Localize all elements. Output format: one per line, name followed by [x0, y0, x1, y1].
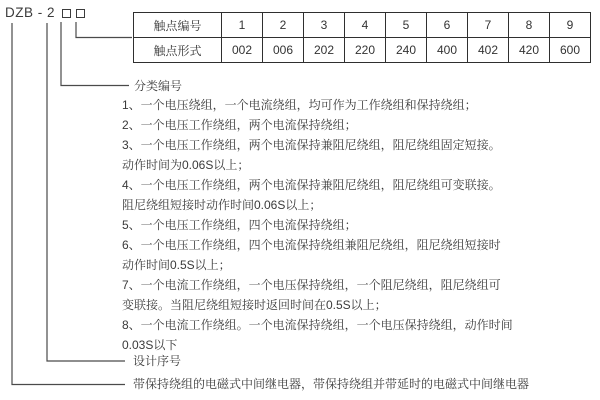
classification-list: [122, 95, 598, 355]
classification-item: 4、一个电压工作绕组，两个电流保持兼阻尼绕组，阻尼绕组可变联接。: [122, 178, 501, 192]
contact-number-row: [134, 13, 591, 38]
model-code-text: DZB - 2: [5, 5, 56, 20]
model-code: [5, 5, 85, 20]
contact-form-cell: 402: [468, 38, 509, 63]
model-placeholder-box-1: [62, 9, 71, 18]
relay-type-description: 带保持绕组的电磁式中间继电器，带保持绕组并带延时的电磁式中间继电器: [133, 377, 530, 391]
leader-line-classification: [61, 22, 129, 86]
classification-item: 5、一个电压工作绕组，四个电流保持绕组；: [122, 218, 357, 232]
classification-item: 8、一个电流工作绕组。一个电流保持绕组，一个电压保持绕组，动作时间: [122, 318, 513, 332]
contact-form-cell: 400: [427, 38, 468, 63]
contact-number-cell: 1: [222, 13, 263, 38]
contact-number-cell: 2: [263, 13, 304, 38]
contact-form-cell: 420: [509, 38, 550, 63]
classification-item: 动作时间0.5S以上；: [122, 258, 231, 272]
contact-form-cell: 220: [345, 38, 386, 63]
contact-number-row-label: 触点编号: [134, 13, 222, 38]
contact-form-cell: 002: [222, 38, 263, 63]
leader-line-contact-form: [76, 22, 132, 38]
classification-item: 6、一个电压工作绕组，四个电流保持绕组兼阻尼绕组，阻尼绕组短接时: [122, 238, 501, 252]
classification-item: 动作时间为0.06S以上；: [122, 158, 250, 172]
classification-item: 7、一个电流工作绕组，一个电压保持绕组，一个阻尼绕组，阻尼绕组可: [122, 278, 501, 292]
design-serial-label: 设计序号: [133, 354, 182, 368]
contact-form-cell: 240: [386, 38, 427, 63]
model-placeholder-box-2: [76, 9, 85, 18]
leader-line-relay-type: [12, 23, 125, 385]
contact-form-row: [134, 38, 591, 63]
classification-item: 阻尼绕组短接时动作时间0.06S以上；: [122, 198, 322, 212]
contact-form-cell: 202: [304, 38, 345, 63]
classification-item: 0.03S以下: [122, 338, 178, 352]
classification-item: 变联接。当阻尼绕组短接时返回时间在0.5S以上；: [122, 298, 387, 312]
contact-number-cell: 6: [427, 13, 468, 38]
contact-number-cell: 5: [386, 13, 427, 38]
contact-number-cell: 8: [509, 13, 550, 38]
contact-form-cell: 006: [263, 38, 304, 63]
contact-form-cell: 600: [550, 38, 591, 63]
leader-line-design-serial: [47, 23, 125, 361]
contact-number-cell: 7: [468, 13, 509, 38]
contact-table: [133, 12, 591, 63]
classification-item: 1、一个电压绕组，一个电流绕组，均可作为工作绕组和保持绕组；: [122, 98, 477, 112]
contact-form-row-label: 触点形式: [134, 38, 222, 63]
contact-number-cell: 4: [345, 13, 386, 38]
classification-item: 3、一个电压工作绕组，两个电流保持兼阻尼绕组，阻尼绕组固定短接。: [122, 138, 501, 152]
classification-item: 2、一个电压工作绕组，两个电流保持绕组；: [122, 118, 357, 132]
contact-number-cell: 9: [550, 13, 591, 38]
contact-number-cell: 3: [304, 13, 345, 38]
classification-label: 分类编号: [134, 79, 183, 93]
